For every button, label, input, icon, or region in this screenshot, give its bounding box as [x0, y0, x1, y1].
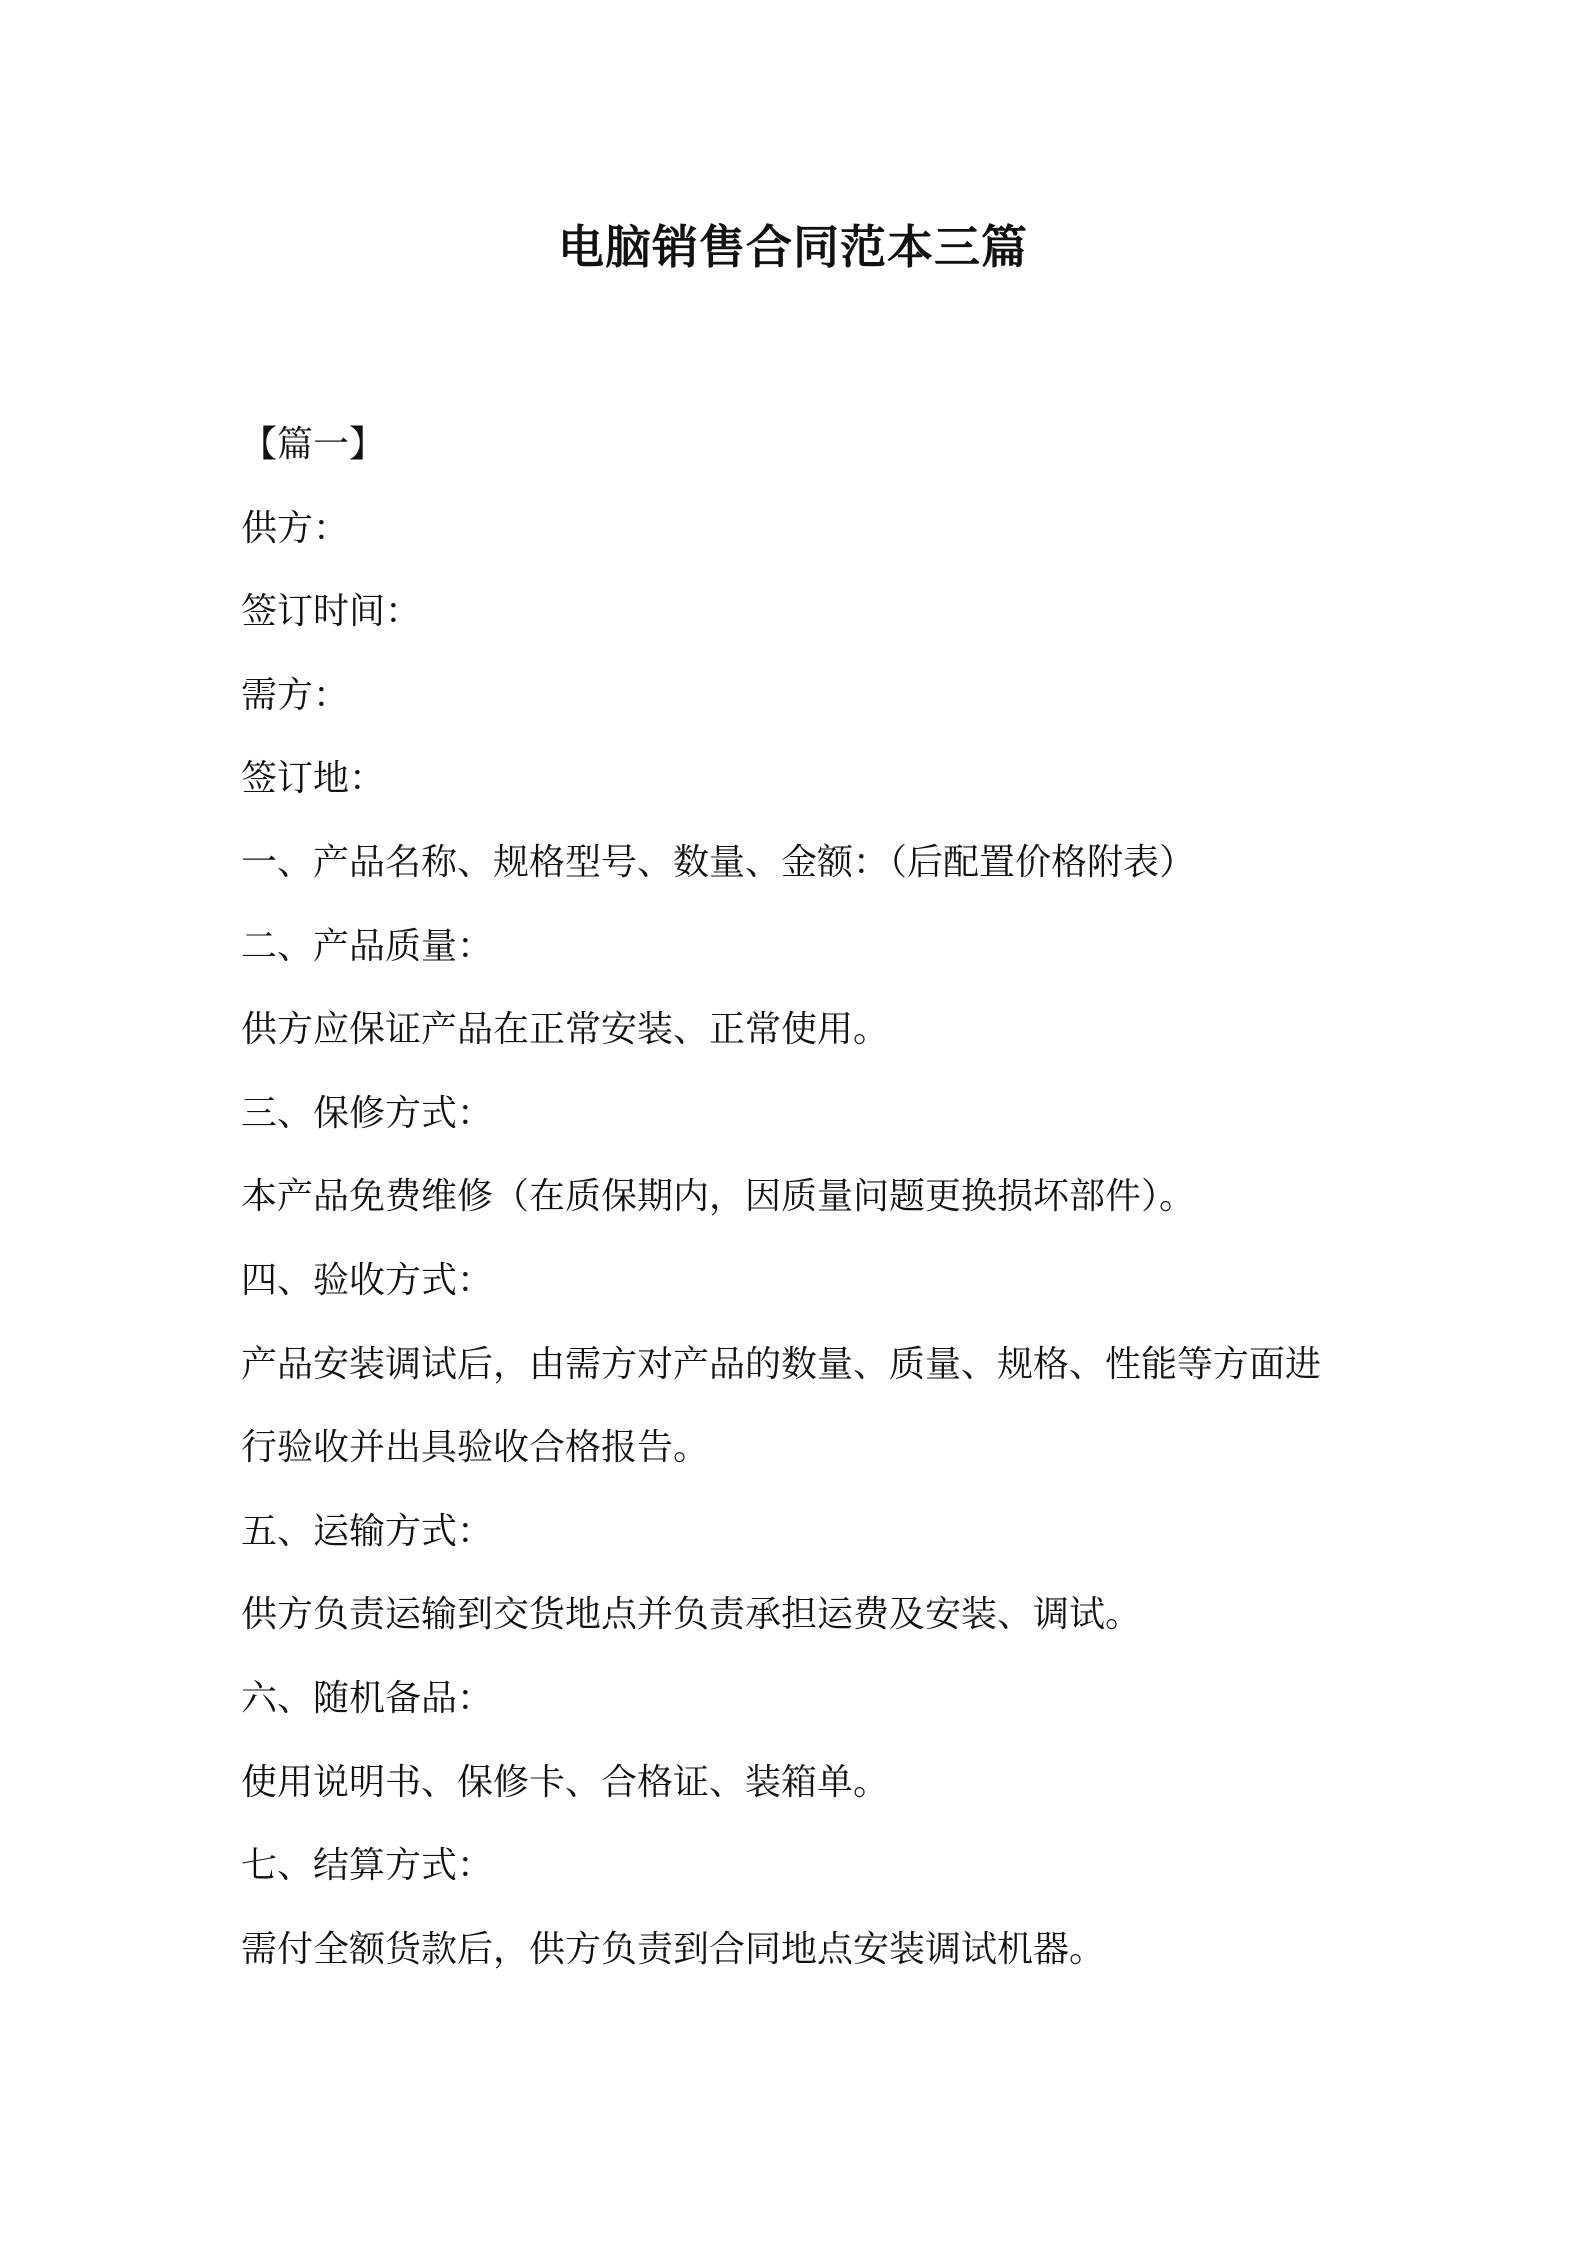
- clause-body-acceptance-line2: 行验收并出具验收合格报告。: [241, 1427, 710, 1469]
- section-heading: 【篇一】: [241, 424, 386, 465]
- clause-heading-product: 一、产品名称、规格型号、数量、金额：（后配置价格附表）: [241, 841, 1196, 883]
- clause-heading-quality: 二、产品质量：: [241, 925, 494, 967]
- clause-heading-acceptance: 四、验收方式：: [241, 1259, 494, 1301]
- clause-heading-accessories: 六、随机备品：: [241, 1677, 494, 1719]
- clause-heading-transport: 五、运输方式：: [241, 1510, 494, 1552]
- clause-heading-warranty: 三、保修方式：: [241, 1092, 494, 1134]
- field-buyer: 需方：: [241, 674, 350, 716]
- clause-body-accessories: 使用说明书、保修卡、合格证、装箱单。: [241, 1761, 890, 1803]
- clause-body-acceptance-line1: 产品安装调试后，由需方对产品的数量、质量、规格、性能等方面进: [241, 1343, 1322, 1385]
- clause-heading-settlement: 七、结算方式：: [241, 1845, 494, 1887]
- clause-body-settlement: 需付全额货款后，供方负责到合同地点安装调试机器。: [241, 1928, 1106, 1970]
- clause-body-quality: 供方应保证产品在正常安装、正常使用。: [241, 1009, 890, 1051]
- field-sign-place: 签订地：: [241, 758, 386, 800]
- clause-body-warranty: 本产品免费维修（在质保期内，因质量问题更换损坏部件）。: [241, 1176, 1196, 1218]
- document-title: 电脑销售合同范本三篇: [558, 220, 1028, 274]
- field-sign-date: 签订时间：: [241, 591, 422, 633]
- field-supplier: 供方：: [241, 507, 350, 549]
- clause-body-transport: 供方负责运输到交货地点并负责承担运费及安装、调试。: [241, 1594, 1142, 1636]
- document-body: [241, 403, 1401, 1991]
